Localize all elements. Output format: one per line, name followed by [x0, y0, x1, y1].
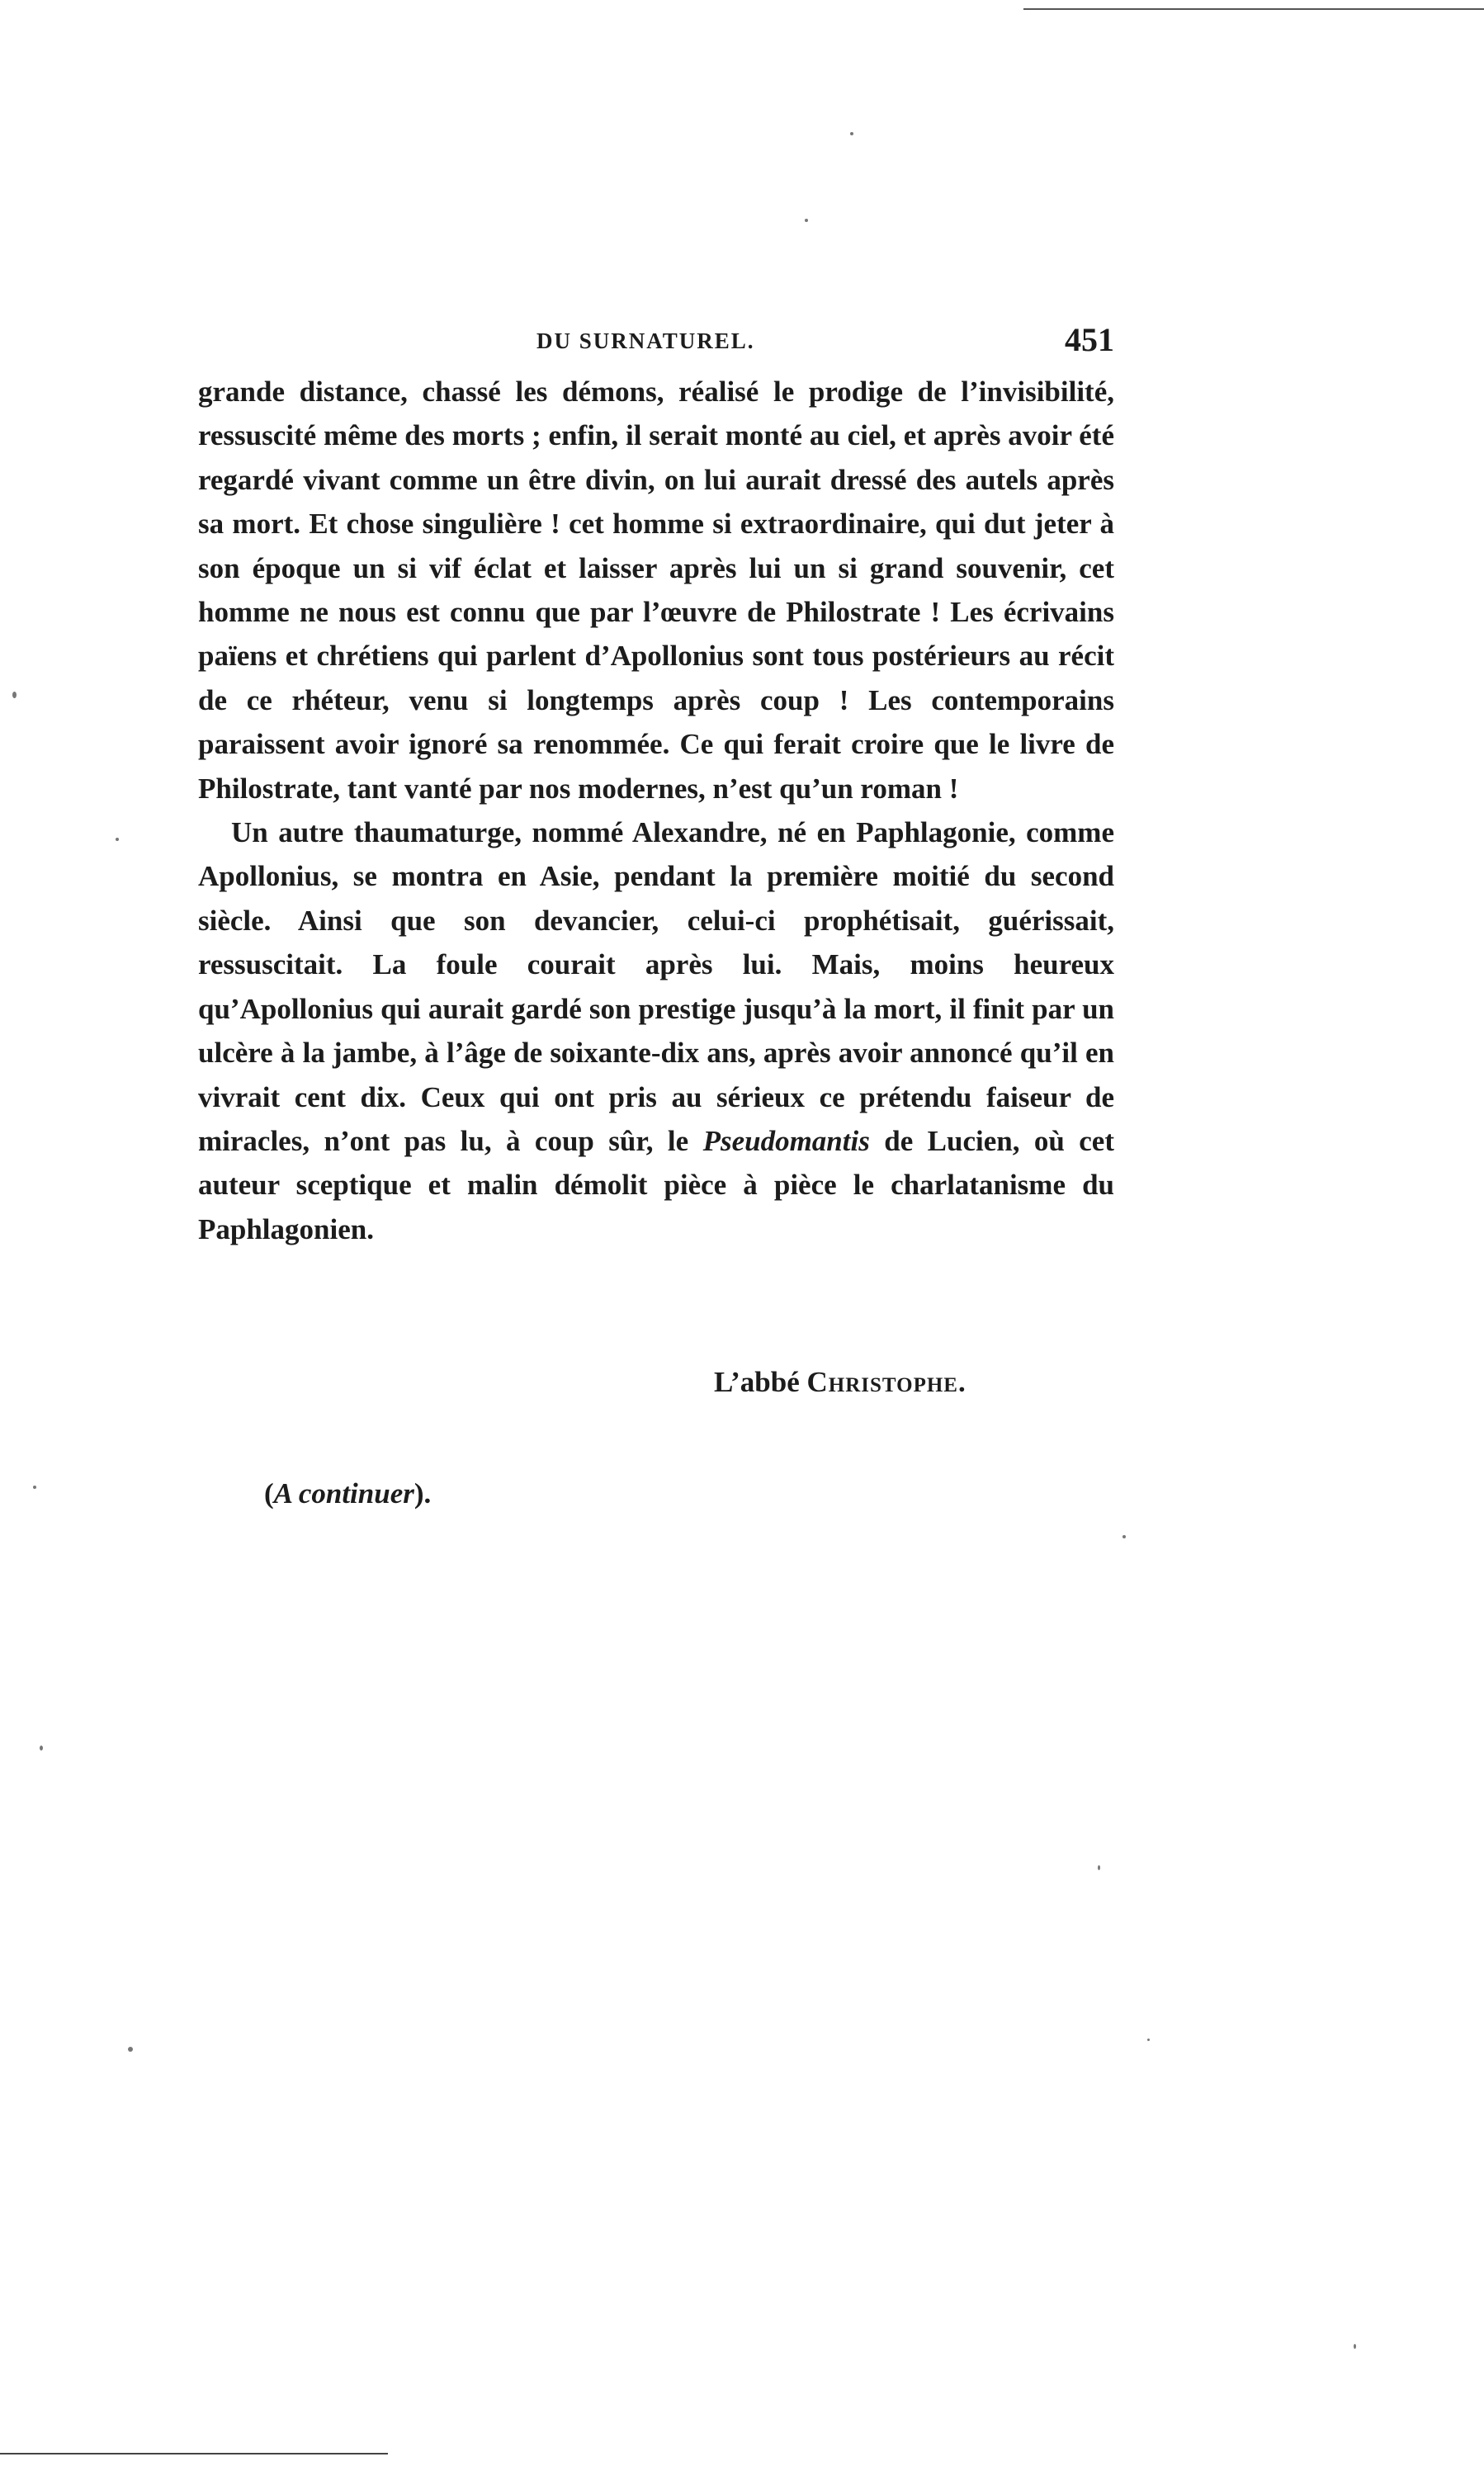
paper-speck: [40, 1746, 43, 1750]
author-signature: [714, 1366, 966, 1399]
signature-name: Christophe: [806, 1366, 958, 1398]
paragraph-2-italic-title: Pseudomantis: [702, 1124, 870, 1157]
paper-speck: [116, 838, 119, 841]
continuation-close-paren: ).: [414, 1477, 432, 1510]
page-number: 451: [1065, 321, 1114, 358]
top-edge-rule: [1023, 8, 1484, 10]
paper-speck: [128, 2047, 133, 2052]
continuation-text: A continuer: [273, 1477, 414, 1510]
body-text: [198, 370, 1114, 1251]
paragraph-2: [198, 810, 1114, 1251]
paragraph-1: grande distance, chassé les démons, réalisé le prodige de l’invisibilité, ressuscité même des morts ; enfin, il serait monté au ciel, et après avoir été regardé vivant comme un être divin, on lui aurait dressé des autels après sa mort. Et chose singulière ! cet homme si extraordinaire, qui dut jeter à son époque un si vif éclat et laisser après lui un si grand souvenir, cet homme ne nous est connu que par l’œuvre de Philostrate ! Les écrivains païens et chrétiens qui parlent d’Apollonius sont tous postérieurs au récit de ce rhéteur, venu si longtemps après coup ! Les contemporains paraissent avoir ignoré sa renommée. Ce qui ferait croire que le livre de Philostrate, tant vanté par nos modernes, n’est qu’un roman !: [198, 376, 1114, 805]
paper-speck: [1098, 1865, 1100, 1870]
continuation-note: [264, 1477, 431, 1510]
paper-speck: [1122, 1535, 1126, 1538]
paper-speck: [850, 132, 853, 135]
paper-speck: [33, 1486, 36, 1489]
paper-speck: [805, 219, 808, 222]
running-title: DU SURNATUREL.: [536, 328, 755, 353]
running-head: [198, 320, 1114, 370]
paper-speck: [1147, 2039, 1150, 2041]
paragraph-2-text-end: de Lucien, où cet auteur sceptique et malin démolit pièce à pièce le charlatanisme du Paphlagonien.: [198, 1124, 1114, 1245]
signature-prefix: L’abbé: [714, 1366, 807, 1398]
signature-suffix: .: [958, 1366, 966, 1398]
paper-speck: [12, 692, 17, 698]
bottom-edge-rule: [0, 2453, 388, 2454]
paragraph-2-text-start: Un autre thaumaturge, nommé Alexandre, né en Paphlagonie, comme Apollonius, se montra en Asie, pendant la première moitié du second siècle. Ainsi que son devancier, celui-ci prophétisait, guérissait, ressuscitait. La foule courait après lui. Mais, moins heureux qu’Apollonius qui aurait gardé son prestige jusqu’à la mort, il finit par un ulcère à la jambe, à l’âge de soixante-dix ans, après avoir annoncé qu’il en vivrait cent dix. Ceux qui ont pris au sérieux ce prétendu faiseur de miracles, n’ont pas lu, à coup sûr, le: [198, 816, 1114, 1157]
paper-speck: [1354, 2344, 1356, 2349]
continuation-open-paren: (: [264, 1477, 274, 1510]
